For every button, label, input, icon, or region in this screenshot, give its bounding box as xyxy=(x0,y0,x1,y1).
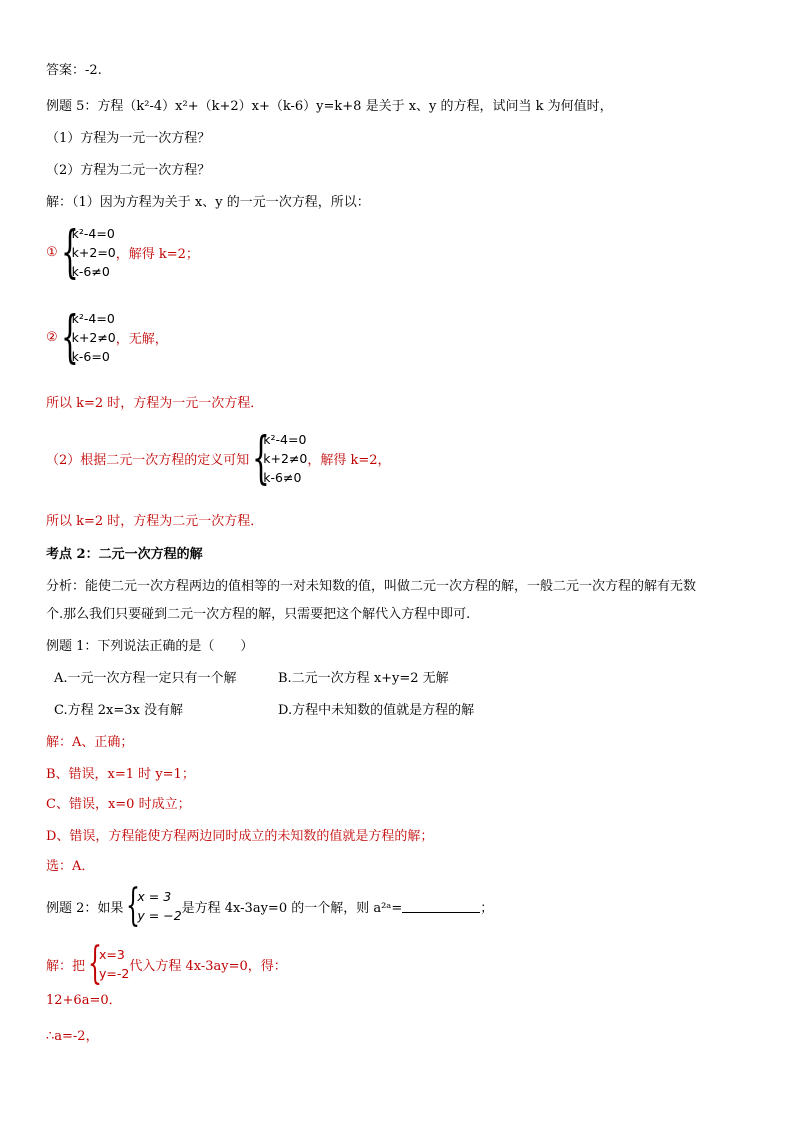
example2-solution xyxy=(46,938,287,989)
equation-system-2 xyxy=(46,304,168,370)
solution2-suffix: 代入方程 4x-3ay=0，得： xyxy=(129,958,287,974)
option-a: A.一元一次方程一定只有一个解 xyxy=(54,671,237,686)
system-1-eq2: k+2=0 xyxy=(71,245,116,260)
system-2-eq3: k-6=0 xyxy=(71,349,110,364)
example5-question: 例题 5：方程（k²-4）x²+（k+2）x+（k-6）y=k+8 是关于 x、y 的方程，试问当 k 为何值时， xyxy=(46,99,613,114)
solution-intro: 解：（1）因为方程为关于 x、y 的一元一次方程，所以： xyxy=(46,195,370,210)
conclusion-1: 所以 k=2 时，方程为一元一次方程． xyxy=(46,396,264,411)
choice-answer: 选：A． xyxy=(46,859,95,874)
example2-eq2: y = −2 xyxy=(137,908,182,923)
system-3-eq1: k²-4=0 xyxy=(263,432,307,447)
section-heading: 考点 2：二元一次方程的解 xyxy=(46,547,203,562)
system-1-result: ，解得 k=2； xyxy=(115,247,199,262)
brace-icon: { xyxy=(126,880,141,931)
example2-prefix: 例题 2：如果 xyxy=(46,900,124,916)
conclusion-2: 所以 k=2 时，方程为二元一次方程． xyxy=(46,514,264,529)
solution2-step1: 12+6a=0． xyxy=(46,993,122,1008)
brace-icon: { xyxy=(60,304,79,370)
option-d: D.方程中未知数的值就是方程的解 xyxy=(278,703,475,718)
solution-a: 解：A、正确； xyxy=(46,735,134,750)
example2-middle: 是方程 4x-3ay=0 的一个解，则 a²ᵃ= xyxy=(181,900,403,916)
example5-part2: （2）方程为二元一次方程？ xyxy=(46,163,211,178)
solution2-step2: ∴a=-2， xyxy=(46,1029,99,1044)
system-1-eq1: k²-4=0 xyxy=(71,226,115,241)
solution2-prefix: 解：把 xyxy=(46,958,86,974)
equation-system-3 xyxy=(46,425,391,491)
example5-part1: （1）方程为一元一次方程？ xyxy=(46,131,211,146)
solution2-eq1: x=3 xyxy=(99,947,125,962)
option-b: B.二元一次方程 x+y=2 无解 xyxy=(278,671,449,686)
answer-blank xyxy=(402,900,480,913)
system-3-result: ，解得 k=2， xyxy=(307,453,391,468)
system-1-label: ① xyxy=(46,245,58,260)
system-2-eq2: k+2≠0 xyxy=(71,330,116,345)
example1-question: 例题 1：下列说法正确的是（ ） xyxy=(46,639,254,654)
analysis-line-2: 个.那么我们只要碰到二元一次方程的解，只需要把这个解代入方程中即可. xyxy=(46,607,471,622)
equation-system-1 xyxy=(46,219,199,285)
example2-eq1: x = 3 xyxy=(137,889,172,904)
system-2-result: ，无解， xyxy=(115,332,168,347)
option-c: C.方程 2x=3x 没有解 xyxy=(54,703,183,718)
system-1-eq3: k-6≠0 xyxy=(71,264,110,279)
brace-icon: { xyxy=(252,425,271,491)
system-3-label: （2）根据二元一次方程的定义可知 xyxy=(46,453,250,468)
solution-b: B、错误，x=1 时 y=1； xyxy=(46,767,195,782)
answer-line: 答案：-2. xyxy=(46,63,102,78)
system-3-eq2: k+2≠0 xyxy=(263,451,308,466)
solution-c: C、错误，x=0 时成立； xyxy=(46,797,191,812)
system-2-eq1: k²-4=0 xyxy=(71,311,115,326)
system-2-label: ② xyxy=(46,330,58,345)
system-3-eq3: k-6≠0 xyxy=(263,470,302,485)
solution2-eq2: y=-2 xyxy=(99,966,130,981)
example2-question xyxy=(46,880,494,931)
example2-suffix: ； xyxy=(480,900,494,916)
analysis-line-1: 分析：能使二元一次方程两边的值相等的一对未知数的值，叫做二元一次方程的解，一般二元一次方程的解有无数 xyxy=(46,579,697,594)
brace-icon: { xyxy=(88,938,103,989)
brace-icon: { xyxy=(60,219,79,285)
solution-d: D、错误，方程能使方程两边同时成立的未知数的值就是方程的解； xyxy=(46,829,434,844)
